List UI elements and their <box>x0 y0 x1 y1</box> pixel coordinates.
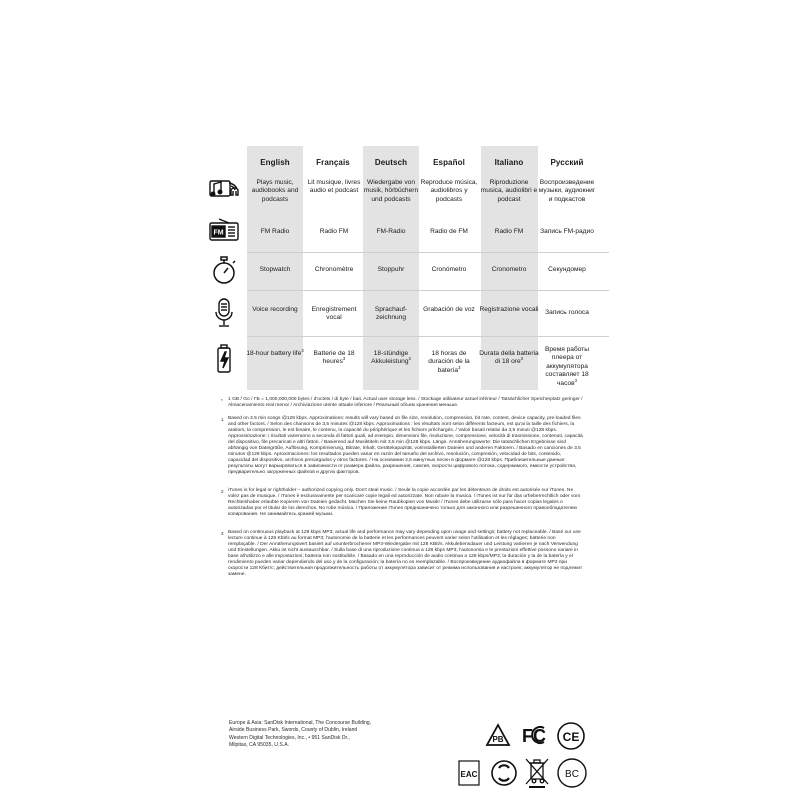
fcc-logo-icon <box>520 722 554 748</box>
cell-battery-it: Durata della batteria di 18 ore$^3$ <box>479 350 539 366</box>
cell-battery-ru: Время работы плеера от аккумулятора составляет 18 часов$^3$ <box>544 346 590 387</box>
cell-stopwatch-it: Cronometro <box>491 266 527 273</box>
cell-battery-en: 18-hour battery life$^3$ <box>246 347 304 357</box>
cell-music-en: Plays music, audiobooks and podcasts <box>251 179 299 203</box>
cell-stopwatch-en: Stopwatch <box>259 266 291 273</box>
cell-music-it: Riproduzione musica, audiolibri e podcast <box>480 179 538 203</box>
cell-radio-de: FM-Radio <box>376 228 406 235</box>
svg-text:EAC: EAC <box>460 770 478 779</box>
cell-radio-en: FM Radio <box>260 228 290 235</box>
footnote-mark: 3 <box>221 531 224 536</box>
cell-voice-ru: Запись голоса <box>545 309 589 316</box>
cell-music-de: Wiedergabe von musik, hörbüchern und podcasts <box>363 179 419 203</box>
cell-voice-it: Registrazione vocali <box>479 306 539 313</box>
footnote-itunes: iTunes is for legal or rightholder – authorized copying only. Don't steal music. / Seule la copie accordée par les détenteurs de droits est autorisée sur iTunes. Ne volez pas de musique. / iTunes è esclusivamente per scaricare copie legali ed autorizzate. Non rubare la musica. / iTunes ist nur für das urheberrechtlich oder vom Rechteinhaber erlaubte Kopieren von Dateien gedacht. Machen Sie keine Raubkopien von Musik! / iTunes debe utilizarse sólo para hacer copias legales o autorizadas por el titular de los derechos. No robe música. / Приложение iTunes предназначено только для законного или разрешенного правообладателем копирования. Не занимайтесь кражей музыки. <box>228 488 581 518</box>
footnote-mark: 1 <box>221 417 224 422</box>
footnote-storage: 1 GB / Go / ГБ = 1,000,000,000 bytes / d'octets / di byte / bait. Actual user storage less. / Stockage utilisateur actuel inférieur / Tatsächlicher Speicherplatz geringer / Almacenamiento real menor / Archiviazione utente attuale inferiore / Реальный объем хранения меньше. <box>228 397 583 409</box>
green-dot-icon <box>490 759 518 787</box>
weee-bin-icon <box>523 755 551 789</box>
svg-text:CE: CE <box>562 730 580 744</box>
eac-mark-icon <box>458 758 480 788</box>
cell-voice-es: Grabación de voz <box>423 306 475 313</box>
cell-music-es: Reproduce música, audiolibros y podcasts <box>420 179 478 203</box>
footnote-battery: Based on continuous playback at 128 kbps MP3; actual life and performance may vary depending upon usage and settings; battery not replaceable. / Basé sur une lecture continue à 128 Kbit/s au format MP3; l'autonomie de la batterie et les performances peuvent varier selon l'utilisation et les réglages; batterie non remplaçable. / Der Annäherungswert basiert auf ununterbrochener MP3-Wiedergabe mit 128 KBit/s. Akkulebensdauer und Leistung variieren je nach Verwendung und Einstellungen. Akku ist nicht austauschbar. / Sulla base di una riproduzione continua a 128 kbps MP3; l'autonomia e le prestazioni effettive possono variare in base all'utilizzo e alle impostazioni; batteria non sostituibile. / Basado en una reproducción de audio continua a 128 kbps/MP3; la duración y la de la batería y el rendimiento pueden variar dependiendo del uso y de la configuración; la batería no es reemplazable. / Воспроизведение аудиофайла в формате MP3 при скорости 128 Кбит/с; действительная продолжительность работы от аккумулятора зависит от режима использования и настроек; аккумулятор не подлежит замене. <box>228 530 583 578</box>
row-divider <box>247 336 609 337</box>
address-us-line-1: Western Digital Technologies, Inc., • 951 SanDisk Dr., <box>229 735 350 741</box>
radio-icon <box>207 214 241 248</box>
svg-text:BC: BC <box>565 769 579 780</box>
music-icon <box>207 172 241 206</box>
bc-charger-icon <box>556 757 588 789</box>
battery-icon <box>207 342 241 376</box>
address-europe-line-2: Airside Business Park, Swords, County of Dublin, Ireland <box>229 726 358 733</box>
microphone-icon <box>207 296 241 330</box>
stopwatch-icon <box>207 254 241 288</box>
cell-radio-it: Radio FM <box>494 228 524 235</box>
header-francais: Français <box>316 158 350 167</box>
cell-radio-ru: Запись FM-радио <box>540 228 594 235</box>
address-us-line-2: Milpitas, CA 95035, U.S.A. <box>229 741 290 748</box>
cell-stopwatch-es: Cronómetro <box>431 266 467 273</box>
pb-recycle-icon <box>484 722 512 750</box>
row-divider <box>247 290 609 291</box>
header-english: English <box>260 158 290 167</box>
svg-text:PB: PB <box>492 735 504 744</box>
row-divider <box>247 252 609 253</box>
cell-stopwatch-de: Stoppuhr <box>377 266 405 273</box>
cell-radio-fr: Radio FM <box>319 228 349 235</box>
address-europe-line-1: Europe & Asia: SanDisk International, The Concourse Building, <box>229 720 372 726</box>
radio-icon-label: FM <box>213 229 224 237</box>
cell-stopwatch-ru: Секундомер <box>548 266 586 273</box>
cell-music-fr: Lit musique, livres audio et podcast <box>307 179 361 195</box>
cell-voice-fr: Enregistrement vocal <box>311 306 357 322</box>
ce-mark-icon <box>556 721 586 751</box>
footnote-mark: 2 <box>221 489 224 494</box>
footnote-songs: Based on 3.5 min songs @128 kbps. Approximations: results will vary based on file size, resolution, compression, bit rate, content, device capacity, pre-loaded files and other factors. / Selon des chansons de 3,5 minutes @128 kbps. Approximations : les résultats iront selon différents facteurs, est qu'ai la taille des fichiers, la aratiors, la compression, le est binaire, le contenu, la capacité du périphérique et les fichiers préchargés. / Valori basati relativi da 3,5 minuti @128 kbps. Approssimazione: i risultati varieranno a seconda di fattori quali, ad esempio, dimensioni file, risoluzione, compressione, velocità di trasmissione, contenuti, capacità del dispositivo, file precaricati e altri fattori. / Basierend auf Musiktiteln mit 3,5 min @128 kbps. Länge. Annäherungswerte: Die tatsächlichen Ergebnisse sind abhängig von Dateigröße, Auflösung, Komprimierung, Bitrate, Inhalt, Gerätekapazität, vorinstallierten Dateien und anderen Faktoren. / Basado en canciones de 3,5 minutos @128 kbps. Aproximaciones: los resultados pueden variar en razón del tamaño del archivo, resolución, compresión, velocidad de bits, contenido, capacidad del dispositivo, archivos precargados y otros factores. / На основании 3,5 минутных песен в формате @128 kbps. Приблизительные данные: результаты могут варьироваться в зависимости от размера файла, разрешения, сжатия, скорости цифрового потока, содержимого, емкости устройства, предварительно загруженных файлов и других факторов. <box>228 416 583 476</box>
header-russian: Русский <box>550 158 584 167</box>
cell-voice-en: Voice recording <box>252 306 298 313</box>
cell-radio-es: Radio de FM <box>430 228 468 235</box>
cell-battery-de: 18-stündige Akkuleistung$^3$ <box>371 350 411 366</box>
cell-voice-de: Sprachauf-zeichnung <box>374 306 408 322</box>
header-espanol: Español <box>433 158 465 167</box>
header-deutsch: Deutsch <box>374 158 408 167</box>
svg-text:FC: FC <box>522 726 546 746</box>
header-italiano: Italiano <box>494 158 524 167</box>
footnote-mark: * <box>221 398 223 403</box>
cell-music-ru: Воспроизведение музыки, аудиокниг и подкастов <box>538 179 596 203</box>
cell-battery-es: 18 horas de duración de la batería$^3$ <box>428 350 470 374</box>
cell-battery-fr: Batterie de 18 heures$^3$ <box>313 350 355 366</box>
cell-stopwatch-fr: Chronomètre <box>314 266 354 273</box>
